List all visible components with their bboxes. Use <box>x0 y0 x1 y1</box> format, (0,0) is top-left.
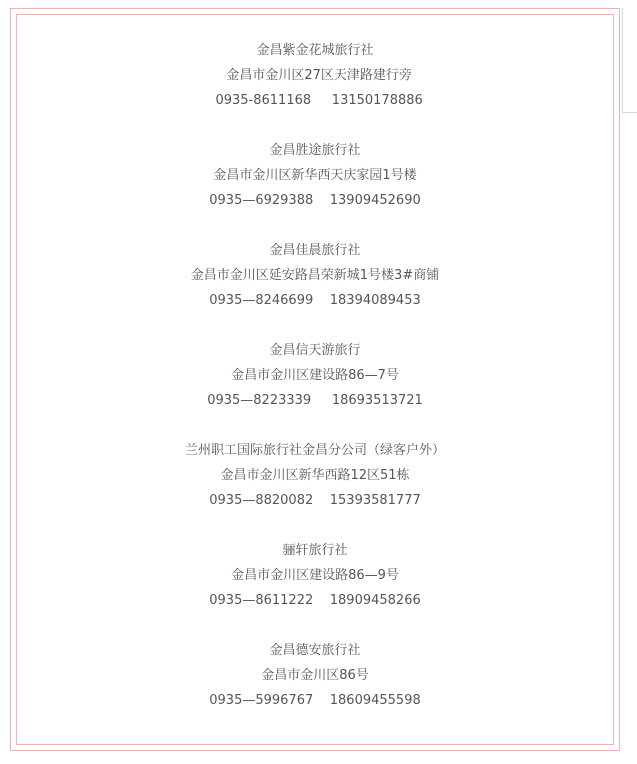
agency-phones: 0935—8820082 15393581777 <box>209 493 421 508</box>
agency-entry <box>16 538 614 613</box>
agency-name: 骊轩旅行社 <box>282 543 348 558</box>
agency-entry <box>16 38 614 113</box>
agency-entry <box>16 338 614 413</box>
agency-entry <box>16 138 614 213</box>
agency-phones: 0935-8611168 13150178886 <box>207 93 423 108</box>
agency-list <box>16 38 614 713</box>
agency-phones: 0935—8611222 18909458266 <box>209 593 421 608</box>
agency-entry <box>16 238 614 313</box>
agency-name: 金昌信天游旅行 <box>269 343 361 358</box>
agency-phones: 0935—8223339 18693513721 <box>207 393 423 408</box>
agency-entry <box>16 438 614 513</box>
agency-address: 金昌市金川区建设路86—9号 <box>231 568 399 583</box>
agency-address: 金昌市金川区建设路86—7号 <box>231 368 399 383</box>
agency-phones: 0935—5996767 18609455598 <box>209 693 421 708</box>
agency-phones: 0935—8246699 18394089453 <box>209 293 421 308</box>
agency-name: 金昌紫金花城旅行社 <box>256 43 374 58</box>
page-edge-tick <box>622 112 637 113</box>
agency-name: 兰州职工国际旅行社金昌分公司（绿客户外） <box>184 443 445 458</box>
page-edge-line <box>622 8 623 112</box>
agency-address: 金昌市金川区27区天津路建行旁 <box>218 68 412 83</box>
agency-address: 金昌市金川区86号 <box>261 668 369 683</box>
agency-address: 金昌市金川区延安路昌荣新城1号楼3#商铺 <box>190 268 440 283</box>
agency-address: 金昌市金川区新华西天庆家园1号楼 <box>213 168 417 183</box>
agency-name: 金昌德安旅行社 <box>269 643 361 658</box>
agency-phones: 0935—6929388 13909452690 <box>209 193 421 208</box>
agency-entry <box>16 638 614 713</box>
agency-name: 金昌胜途旅行社 <box>269 143 361 158</box>
agency-name: 金昌佳晨旅行社 <box>269 243 361 258</box>
agency-address: 金昌市金川区新华西路12区51栋 <box>220 468 410 483</box>
